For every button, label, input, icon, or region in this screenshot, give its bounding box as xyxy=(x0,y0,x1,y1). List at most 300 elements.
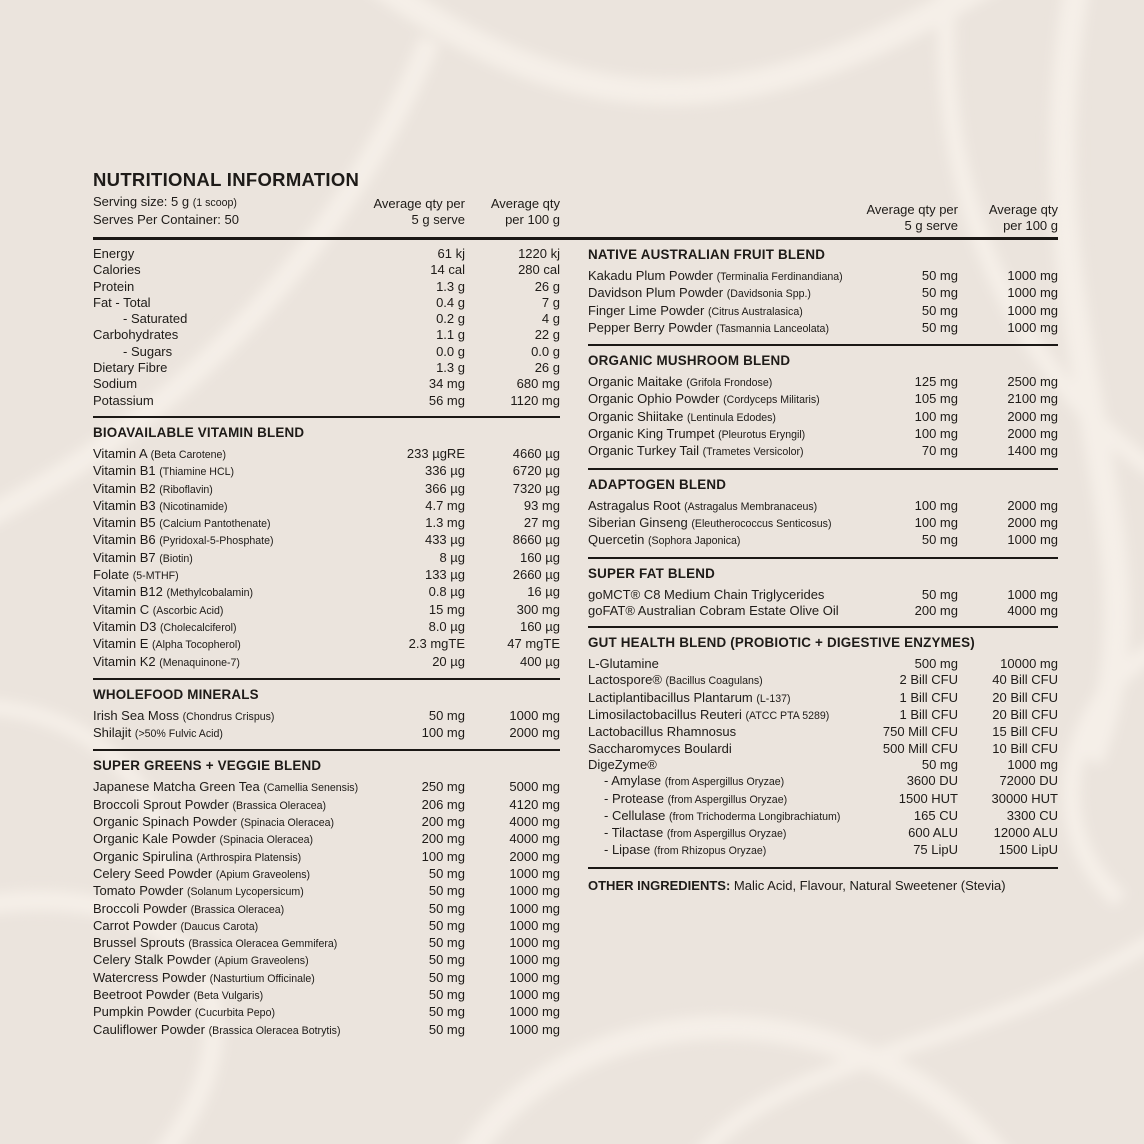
qty-per-100g: 40 Bill CFU xyxy=(992,672,1058,688)
qty-per-serve: 50 mg xyxy=(921,302,958,318)
ingredient-name: Vitamin D3 xyxy=(93,618,157,634)
qty-per-serve: 100 mg xyxy=(421,725,465,741)
section xyxy=(588,557,1058,627)
ingredient-name: Lactiplantibacillus Plantarum xyxy=(588,689,753,705)
ingredient-name-cell xyxy=(93,952,387,969)
ingredient-row xyxy=(93,987,560,1004)
ingredient-name: Shilajit xyxy=(93,725,132,741)
ingredient-name-cell xyxy=(588,741,858,757)
other-ingredients-label: OTHER INGREDIENTS: xyxy=(588,877,731,893)
ingredient-row xyxy=(588,532,1058,549)
qty-per-serve: 100 mg xyxy=(914,426,958,442)
section xyxy=(93,416,560,678)
qty-per-serve: 56 mg xyxy=(428,392,465,408)
qty-per-serve: 750 Mill CFU xyxy=(882,724,958,740)
section-heading: WHOLEFOOD MINERALS xyxy=(93,686,259,702)
ingredient-scientific-note: (Apium Graveolens) xyxy=(214,955,309,968)
ingredient-name-cell xyxy=(588,391,858,408)
ingredient-name: Celery Seed Powder xyxy=(93,865,213,881)
ingredient-name: - Amylase xyxy=(604,773,662,789)
ingredient-scientific-note: (>50% Fulvic Acid) xyxy=(134,728,223,741)
qty-per-serve: 500 Mill CFU xyxy=(882,740,958,756)
qty-per-serve: 1 Bill CFU xyxy=(899,707,958,723)
ingredient-name-cell xyxy=(588,707,858,724)
qty-per-100g: 1000 mg xyxy=(509,707,560,723)
column-header-per-100g-line1: Average qty xyxy=(988,202,1058,218)
ingredient-name-cell xyxy=(93,654,387,671)
ingredient-name-cell xyxy=(93,279,387,295)
ingredient-row xyxy=(93,901,560,918)
ingredient-scientific-note: (Biotin) xyxy=(159,552,193,565)
ingredient-name-cell xyxy=(588,320,858,337)
other-ingredients-text: Malic Acid, Flavour, Natural Sweetener (Stevia) xyxy=(733,877,1006,893)
qty-per-100g: 26 g xyxy=(534,360,560,376)
qty-per-serve: 20 µg xyxy=(432,653,465,669)
qty-per-100g: 1500 LipU xyxy=(998,842,1058,858)
serving-size-text: Serving size: 5 g xyxy=(93,194,190,209)
qty-per-serve: 366 µg xyxy=(424,480,465,496)
ingredient-name-cell xyxy=(588,690,858,707)
ingredient-name-cell xyxy=(93,393,387,409)
ingredient-scientific-note: (from Rhizopus Oryzae) xyxy=(653,845,767,858)
ingredient-name: goFAT® Australian Cobram Estate Olive Oil xyxy=(588,602,839,618)
ingredient-row xyxy=(588,791,1058,808)
qty-per-100g: 47 mgTE xyxy=(507,636,560,652)
qty-per-serve: 50 mg xyxy=(921,285,958,301)
qty-per-serve: 34 mg xyxy=(428,376,465,392)
qty-per-100g: 26 g xyxy=(534,278,560,294)
section-rows xyxy=(588,372,1058,460)
ingredient-row xyxy=(93,295,560,311)
ingredient-row xyxy=(93,262,560,278)
ingredient-row xyxy=(93,393,560,409)
ingredient-scientific-note: (Riboflavin) xyxy=(159,483,213,496)
ingredient-scientific-note: (Nicotinamide) xyxy=(159,500,228,513)
ingredient-scientific-note: (Citrus Australasica) xyxy=(707,305,803,318)
qty-per-100g: 680 mg xyxy=(516,376,560,392)
qty-per-100g: 1000 mg xyxy=(1007,285,1058,301)
other-ingredients xyxy=(588,867,1058,894)
qty-per-100g: 0.0 g xyxy=(531,343,560,359)
ingredient-row xyxy=(93,360,560,376)
qty-per-100g: 1000 mg xyxy=(509,1021,560,1037)
ingredient-row xyxy=(93,814,560,831)
ingredient-name: Limosilactobacillus Reuteri xyxy=(588,707,742,723)
qty-per-100g: 93 mg xyxy=(523,497,560,513)
qty-per-serve: 200 mg xyxy=(914,602,958,618)
qty-per-100g: 280 cal xyxy=(518,262,560,278)
ingredient-name: Vitamin B7 xyxy=(93,549,156,565)
ingredient-name: Sodium xyxy=(93,376,138,392)
ingredient-name-cell xyxy=(588,842,858,859)
ingredient-scientific-note: (5-MTHF) xyxy=(132,570,179,583)
ingredient-row xyxy=(588,285,1058,302)
qty-per-100g: 1000 mg xyxy=(509,1004,560,1020)
ingredient-row xyxy=(93,797,560,814)
ingredient-row xyxy=(93,708,560,725)
section-heading: GUT HEALTH BLEND (PROBIOTIC + DIGESTIVE ENZYMES) xyxy=(588,635,975,651)
qty-per-serve: 1 Bill CFU xyxy=(899,689,958,705)
column-header-per-serve-line2: 5 g serve xyxy=(904,218,958,234)
ingredient-name: Energy xyxy=(93,246,135,261)
nutrition-panel xyxy=(93,170,1058,1046)
ingredient-scientific-note: (Menaquinone-7) xyxy=(159,656,240,669)
ingredient-name-cell xyxy=(93,849,387,866)
ingredient-scientific-note: (Pyridoxal-5-Phosphate) xyxy=(159,535,274,548)
qty-per-serve: 14 cal xyxy=(430,262,465,278)
ingredient-scientific-note: (Davidsonia Spp.) xyxy=(726,288,811,301)
ingredient-name: Celery Stalk Powder xyxy=(93,952,211,968)
section-heading: SUPER FAT BLEND xyxy=(588,565,715,581)
qty-per-100g: 1000 mg xyxy=(1007,586,1058,602)
ingredient-name-cell xyxy=(93,901,387,918)
qty-per-100g: 300 mg xyxy=(516,601,560,617)
qty-per-serve: 500 mg xyxy=(914,656,958,672)
qty-per-100g: 4660 µg xyxy=(512,445,560,461)
qty-per-100g: 5000 mg xyxy=(509,779,560,795)
ingredient-name-cell xyxy=(93,814,387,831)
ingredient-name: Lactobacillus Rhamnosus xyxy=(588,724,737,740)
ingredient-name-cell xyxy=(588,443,858,460)
section xyxy=(588,468,1058,557)
ingredient-row xyxy=(588,842,1058,859)
ingredient-name-cell xyxy=(588,724,858,740)
ingredient-row xyxy=(588,515,1058,532)
serving-info xyxy=(93,194,315,228)
ingredient-row xyxy=(93,883,560,900)
ingredient-name-cell xyxy=(93,498,387,515)
ingredient-row xyxy=(93,779,560,796)
ingredient-name: Broccoli Powder xyxy=(93,900,187,916)
ingredient-scientific-note: (from Aspergillus Oryzae) xyxy=(664,776,785,789)
qty-per-100g: 1400 mg xyxy=(1007,443,1058,459)
qty-per-100g: 1000 mg xyxy=(1007,756,1058,772)
qty-per-serve: 70 mg xyxy=(921,443,958,459)
qty-per-serve: 50 mg xyxy=(428,707,465,723)
qty-per-serve: 600 ALU xyxy=(908,825,958,841)
ingredient-name-cell xyxy=(93,866,387,883)
qty-per-100g: 12000 ALU xyxy=(993,825,1058,841)
qty-per-serve: 50 mg xyxy=(921,532,958,548)
ingredient-name-cell xyxy=(588,532,858,549)
ingredient-scientific-note: (Grifola Frondose) xyxy=(686,377,773,390)
section-rows xyxy=(93,240,560,409)
qty-per-serve: 15 mg xyxy=(428,601,465,617)
section-rows xyxy=(93,706,560,743)
ingredient-row xyxy=(93,918,560,935)
ingredient-name-cell xyxy=(93,883,387,900)
qty-per-100g: 400 µg xyxy=(519,653,560,669)
qty-per-100g: 2100 mg xyxy=(1007,391,1058,407)
ingredient-row xyxy=(93,584,560,601)
ingredient-row xyxy=(93,344,560,360)
ingredient-name-cell xyxy=(93,311,387,327)
panel-header-left xyxy=(93,170,560,234)
ingredient-scientific-note: (from Aspergillus Oryzae) xyxy=(666,828,787,841)
ingredient-row xyxy=(93,1004,560,1021)
ingredient-name-cell xyxy=(93,797,387,814)
panel-header-right xyxy=(588,170,1058,234)
qty-per-100g: 1220 kj xyxy=(518,246,560,261)
ingredient-name: - Lipase xyxy=(604,842,651,858)
ingredient-name-cell xyxy=(93,376,387,392)
ingredient-row xyxy=(93,952,560,969)
ingredient-row xyxy=(588,656,1058,672)
qty-per-100g: 16 µg xyxy=(527,584,560,600)
ingredient-scientific-note: (Apium Graveolens) xyxy=(215,868,311,881)
ingredient-row xyxy=(588,391,1058,408)
qty-per-100g: 2660 µg xyxy=(512,567,560,583)
qty-per-100g: 1000 mg xyxy=(509,900,560,916)
ingredient-row xyxy=(93,636,560,653)
ingredient-name: Folate xyxy=(93,567,130,583)
ingredient-name-cell xyxy=(93,532,387,549)
ingredient-scientific-note: (Brassica Oleracea Gemmifera) xyxy=(188,938,338,951)
ingredient-name: Organic Maitake xyxy=(588,374,683,390)
qty-per-100g: 1000 mg xyxy=(509,935,560,951)
ingredient-scientific-note: (Brassica Oleracea) xyxy=(190,903,285,916)
ingredient-scientific-note: (Trametes Versicolor) xyxy=(702,446,804,459)
qty-per-serve: 50 mg xyxy=(428,1021,465,1037)
ingredient-name: Carbohydrates xyxy=(93,327,179,343)
ingredient-row xyxy=(588,603,1058,619)
qty-per-serve: 50 mg xyxy=(921,756,958,772)
qty-per-serve: 2 Bill CFU xyxy=(899,672,958,688)
ingredient-row xyxy=(93,481,560,498)
ingredient-name: Vitamin K2 xyxy=(93,653,156,669)
ingredient-row xyxy=(588,409,1058,426)
ingredient-row xyxy=(93,446,560,463)
ingredient-scientific-note: (Beta Vulgaris) xyxy=(193,989,264,1002)
qty-per-serve: 50 mg xyxy=(921,268,958,283)
qty-per-serve: 1.3 g xyxy=(436,360,465,376)
qty-per-serve: 61 kj xyxy=(437,246,465,261)
ingredient-name: Vitamin B2 xyxy=(93,480,156,496)
qty-per-100g: 1000 mg xyxy=(1007,319,1058,335)
ingredient-name: Calories xyxy=(93,262,141,278)
ingredient-name: - Tilactase xyxy=(604,825,664,841)
ingredient-name: Protein xyxy=(93,278,135,294)
qty-per-serve: 133 µg xyxy=(424,567,465,583)
ingredient-name-cell xyxy=(93,584,387,601)
column-header-per-serve xyxy=(808,202,958,234)
ingredient-row xyxy=(93,515,560,532)
ingredient-scientific-note: (from Aspergillus Oryzae) xyxy=(667,793,788,806)
ingredient-name-cell xyxy=(93,344,387,360)
qty-per-serve: 8 µg xyxy=(439,549,465,565)
ingredient-name: Tomato Powder xyxy=(93,883,184,899)
ingredient-name-cell xyxy=(93,360,387,376)
qty-per-serve: 1.3 mg xyxy=(425,515,465,531)
qty-per-serve: 433 µg xyxy=(424,532,465,548)
ingredient-name-cell xyxy=(93,918,387,935)
section xyxy=(93,749,560,1045)
qty-per-serve: 50 mg xyxy=(921,319,958,335)
ingredient-name-cell xyxy=(93,1004,387,1021)
qty-per-100g: 15 Bill CFU xyxy=(992,724,1058,740)
qty-per-serve: 206 mg xyxy=(421,796,465,812)
ingredient-name-cell xyxy=(93,295,387,311)
qty-per-serve: 50 mg xyxy=(428,986,465,1002)
ingredient-name-cell xyxy=(93,708,387,725)
section-heading: ORGANIC MUSHROOM BLEND xyxy=(588,353,791,369)
section xyxy=(93,240,560,416)
ingredient-name-cell xyxy=(588,757,858,773)
ingredient-name-cell xyxy=(93,779,387,796)
ingredient-scientific-note: (Pleurotus Eryngil) xyxy=(718,429,806,442)
section-heading: ADAPTOGEN BLEND xyxy=(588,476,727,492)
ingredient-row xyxy=(93,725,560,742)
ingredient-scientific-note: (Cholecalciferol) xyxy=(159,621,237,634)
ingredient-name-cell xyxy=(588,791,858,808)
qty-per-100g: 1000 mg xyxy=(509,865,560,881)
ingredient-row xyxy=(93,567,560,584)
qty-per-serve: 4.7 mg xyxy=(425,497,465,513)
qty-per-serve: 1500 HUT xyxy=(898,790,958,806)
ingredient-row xyxy=(93,866,560,883)
ingredient-row xyxy=(93,935,560,952)
ingredient-row xyxy=(93,498,560,515)
ingredient-name-cell xyxy=(93,262,387,278)
qty-per-100g: 10000 mg xyxy=(1000,656,1058,672)
section xyxy=(93,678,560,750)
qty-per-100g: 7320 µg xyxy=(512,480,560,496)
ingredient-row xyxy=(588,757,1058,773)
ingredient-row xyxy=(93,550,560,567)
ingredient-name: Broccoli Sprout Powder xyxy=(93,796,229,812)
ingredient-row xyxy=(93,532,560,549)
ingredient-scientific-note: (Arthrospira Platensis) xyxy=(196,851,302,864)
ingredient-name-cell xyxy=(588,603,858,619)
ingredient-scientific-note: (Brassica Oleracea Botrytis) xyxy=(208,1024,341,1037)
column-header-per-serve-line2: 5 g serve xyxy=(411,211,465,227)
ingredient-name: Irish Sea Moss xyxy=(93,707,179,723)
qty-per-100g: 1000 mg xyxy=(509,969,560,985)
ingredient-row xyxy=(588,707,1058,724)
ingredient-name: Brussel Sprouts xyxy=(93,935,185,951)
ingredient-name-cell xyxy=(588,409,858,426)
qty-per-serve: 1.3 g xyxy=(436,278,465,294)
serving-size-line xyxy=(93,194,315,212)
left-column xyxy=(93,240,560,1046)
qty-per-100g: 2000 mg xyxy=(1007,514,1058,530)
qty-per-100g: 4000 mg xyxy=(1007,602,1058,618)
serving-size-note: (1 scoop) xyxy=(192,197,237,209)
ingredient-row xyxy=(588,672,1058,689)
ingredient-row xyxy=(93,654,560,671)
qty-per-100g: 2000 mg xyxy=(509,848,560,864)
ingredient-name: Watercress Powder xyxy=(93,969,206,985)
ingredient-name-cell xyxy=(93,481,387,498)
qty-per-serve: 233 µgRE xyxy=(406,445,465,461)
qty-per-100g: 6720 µg xyxy=(512,463,560,479)
ingredient-scientific-note: (Methylcobalamin) xyxy=(166,587,254,600)
column-header-per-serve-line1: Average qty per xyxy=(866,202,958,218)
ingredient-name: Organic Shiitake xyxy=(588,408,684,424)
ingredient-row xyxy=(588,690,1058,707)
ingredient-name-cell xyxy=(588,656,858,672)
ingredient-name: Japanese Matcha Green Tea xyxy=(93,779,260,795)
qty-per-serve: 75 LipU xyxy=(913,842,958,858)
qty-per-serve: 1.1 g xyxy=(436,327,465,343)
section-rows xyxy=(588,496,1058,550)
qty-per-100g: 1120 mg xyxy=(510,392,560,408)
qty-per-serve: 100 mg xyxy=(914,514,958,530)
qty-per-100g: 4000 mg xyxy=(509,831,560,847)
section-heading: BIOAVAILABLE VITAMIN BLEND xyxy=(93,424,305,440)
ingredient-name-cell xyxy=(93,935,387,952)
ingredient-name-cell xyxy=(588,285,858,302)
ingredient-name-cell xyxy=(588,773,858,790)
qty-per-100g: 20 Bill CFU xyxy=(992,689,1058,705)
section xyxy=(588,626,1058,867)
ingredient-name: Finger Lime Powder xyxy=(588,302,705,318)
qty-per-serve: 0.2 g xyxy=(436,311,465,327)
ingredient-row xyxy=(93,311,560,327)
ingredient-scientific-note: (from Trichoderma Longibrachiatum) xyxy=(669,810,841,823)
ingredient-name: Dietary Fibre xyxy=(93,360,168,376)
section xyxy=(588,240,1058,344)
ingredient-name: Vitamin C xyxy=(93,601,150,617)
ingredient-row xyxy=(93,279,560,295)
qty-per-serve: 50 mg xyxy=(428,1004,465,1020)
ingredient-scientific-note: (Beta Carotene) xyxy=(150,448,226,461)
ingredient-name-cell xyxy=(588,587,858,603)
qty-per-100g: 4120 mg xyxy=(509,796,560,812)
ingredient-name: Siberian Ginseng xyxy=(588,514,688,530)
ingredient-scientific-note: (Solanum Lycopersicum) xyxy=(186,886,304,899)
qty-per-100g: 4000 mg xyxy=(509,814,560,830)
ingredient-row xyxy=(93,831,560,848)
qty-per-serve: 50 mg xyxy=(428,969,465,985)
ingredient-row xyxy=(588,426,1058,443)
ingredient-row xyxy=(93,619,560,636)
ingredient-name: Lactospore® xyxy=(588,672,662,688)
section-rows xyxy=(93,777,560,1038)
ingredient-name: Astragalus Root xyxy=(588,497,681,513)
section-heading: NATIVE AUSTRALIAN FRUIT BLEND xyxy=(588,247,826,262)
ingredient-name-cell xyxy=(93,1022,387,1039)
ingredient-scientific-note: (Alpha Tocopherol) xyxy=(152,639,241,652)
ingredient-row xyxy=(588,808,1058,825)
ingredient-name: Organic King Trumpet xyxy=(588,426,715,442)
qty-per-100g: 2500 mg xyxy=(1007,374,1058,390)
qty-per-100g: 4 g xyxy=(541,311,560,327)
ingredient-scientific-note: (Bacillus Coagulans) xyxy=(665,675,763,688)
ingredient-row xyxy=(93,463,560,480)
section xyxy=(588,344,1058,467)
serving-and-columns xyxy=(93,194,560,228)
ingredient-name-cell xyxy=(93,619,387,636)
qty-per-100g: 2000 mg xyxy=(509,725,560,741)
ingredient-name: Organic Kale Powder xyxy=(93,831,216,847)
ingredient-row xyxy=(588,374,1058,391)
ingredient-name: - Sugars xyxy=(123,343,173,359)
ingredient-name: Vitamin A xyxy=(93,445,147,461)
ingredient-name-cell xyxy=(93,463,387,480)
ingredient-name: Vitamin B6 xyxy=(93,532,156,548)
qty-per-100g: 1000 mg xyxy=(1007,532,1058,548)
column-header-per-100g-line2: per 100 g xyxy=(505,211,560,227)
qty-per-100g: 1000 mg xyxy=(1007,268,1058,283)
qty-per-100g: 27 mg xyxy=(523,515,560,531)
ingredient-name: DigeZyme® xyxy=(588,756,657,772)
qty-per-100g: 2000 mg xyxy=(1007,408,1058,424)
qty-per-serve: 50 mg xyxy=(921,586,958,602)
ingredient-scientific-note: (Sophora Japonica) xyxy=(648,535,741,548)
column-header-per-serve xyxy=(315,196,465,228)
qty-per-serve: 2.3 mgTE xyxy=(408,636,465,652)
